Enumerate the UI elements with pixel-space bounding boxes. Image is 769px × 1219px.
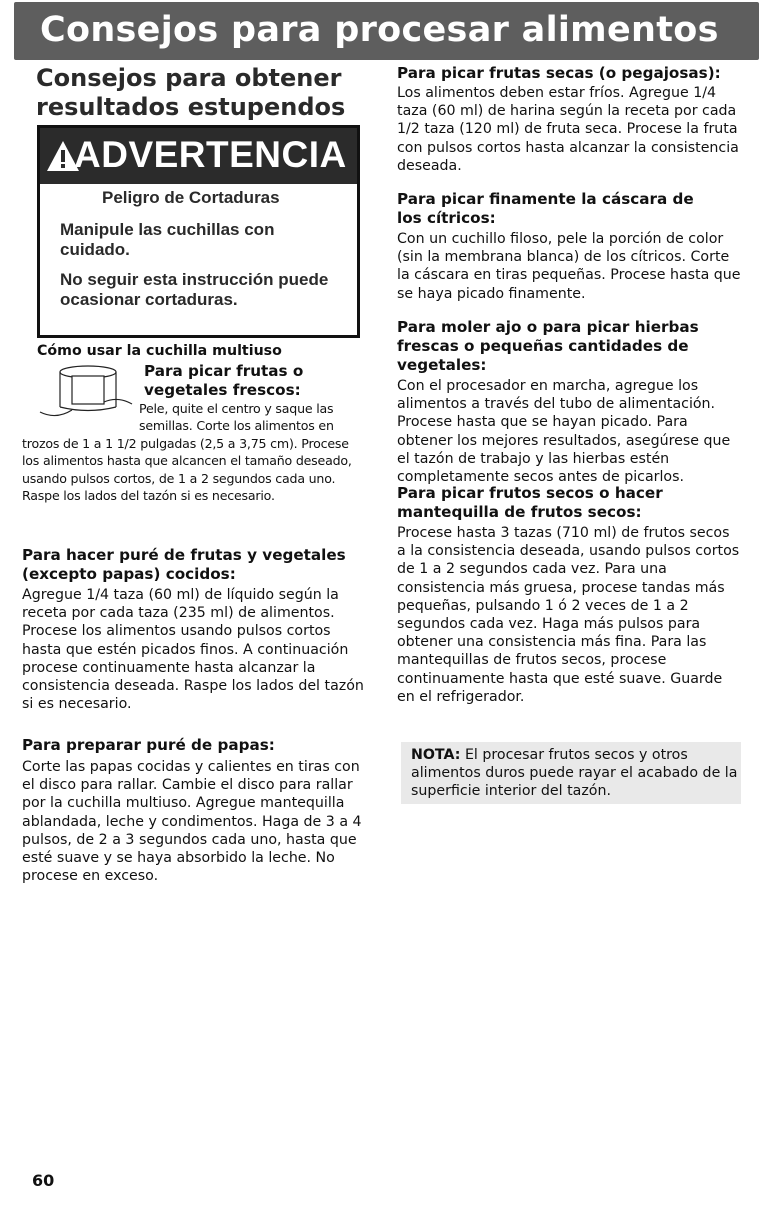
- note-label: NOTA:: [411, 747, 461, 763]
- potato-body: Corte las papas cocidas y calientes en tiras con el disco para rallar. Cambie el disco para rallar por la cuchilla multiuso. Agregue mantequilla ablandada, leche y condimentos. Haga de 3 a 4 pulsos, de 2 a 3 segundos cada uno, hasta que esté suave y se haya absorbido la leche. No procese en exceso.: [22, 759, 362, 885]
- potato-heading: Para preparar puré de papas:: [22, 736, 275, 754]
- header-band: [14, 2, 759, 60]
- fresh-fruit-heading: Para picar frutas o vegetales frescos:: [144, 362, 304, 399]
- dried-fruit-heading: Para picar frutas secas (o pegajosas):: [397, 64, 721, 82]
- citrus-heading: Para picar finamente la cáscara de los cítricos:: [397, 190, 694, 227]
- herbs-body: Con el procesador en marcha, agregue los alimentos a través del tubo de alimentación. Procese hasta que se hayan picado. Para obtener los mejores resultados, asegúrese que el tazón de trabajo y las hierbas estén completamente secos antes de picarlos.: [397, 378, 731, 486]
- fresh-fruit-body-b: trozos de 1 a 1 1/2 pulgadas (2,5 a 3,75 cm). Procese los alimentos hasta que alcancen el tamaño deseado, usando pulsos cortos, de 1 a 2 segundos cada uno. Raspe los lados del tazón si es necesario.: [22, 436, 352, 504]
- fresh-fruit-body-a: Pele, quite el centro y saque las semillas. Corte los alimentos en: [139, 401, 334, 434]
- note-box: [401, 742, 741, 804]
- warning-box: [37, 125, 360, 338]
- nuts-body: Procese hasta 3 tazas (710 ml) de frutos secos a la consistencia deseada, usando pulsos cortos de 1 a 2 segundos cada vez. Para una consistencia más gruesa, procese tandas más pequeñas, pulsando 1 ó 2 veces de 1 a 2 segundos cada vez. Haga más pulsos para obtener una consistencia más fina. Para las mantequillas de frutos secos, procese continuamente hasta que esté suave. Guarde en el refrigerador.: [397, 525, 740, 705]
- warning-line-1: Peligro de Cortaduras: [102, 188, 280, 207]
- section-title: Consejos para obtener resultados estupendos: [36, 64, 346, 121]
- warning-line-2: Manipule las cuchillas con cuidado.: [60, 220, 275, 259]
- page-header-title: Consejos para procesar alimentos: [40, 10, 719, 50]
- multiuse-blade-heading: Cómo usar la cuchilla multiuso: [37, 343, 282, 359]
- nuts-heading: Para picar frutos secos o hacer mantequilla de frutos secos:: [397, 484, 663, 521]
- page-number: 60: [32, 1171, 55, 1190]
- warning-label: ADVERTENCIA: [74, 134, 347, 175]
- dried-fruit-body: Los alimentos deben estar fríos. Agregue 1/4 taza (60 ml) de harina según la receta por cada 1/2 taza (120 ml) de fruta seca. Procese la fruta con pulsos cortos hasta alcanzar la consistencia deseada.: [397, 85, 739, 174]
- multiuse-blade-illustration: [36, 362, 136, 424]
- herbs-heading: Para moler ajo o para picar hierbas frescas o pequeñas cantidades de vegetales:: [397, 318, 699, 374]
- note-text: [411, 746, 741, 801]
- warning-header: [40, 128, 357, 184]
- citrus-body: Con un cuchillo filoso, pele la porción de color (sin la membrana blanca) de los cítricos. Corte la cáscara en tiras pequeñas. Procese hasta que se haya picado finamente.: [397, 231, 741, 302]
- puree-body: Agregue 1/4 taza (60 ml) de líquido según la receta por cada taza (235 ml) de alimentos. Procese los alimentos usando pulsos cortos hasta que estén picados finos. A continuación procese continuamente hasta alcanzar la consistencia deseada. Raspe los lados del tazón si es necesario.: [22, 587, 364, 713]
- puree-heading: Para hacer puré de frutas y vegetales (excepto papas) cocidos:: [22, 546, 346, 583]
- warning-line-3: No seguir esta instrucción puede ocasionar cortaduras.: [60, 270, 329, 309]
- note-body: El procesar frutos secos y otros alimentos duros puede rayar el acabado de la superficie interior del tazón.: [411, 747, 738, 800]
